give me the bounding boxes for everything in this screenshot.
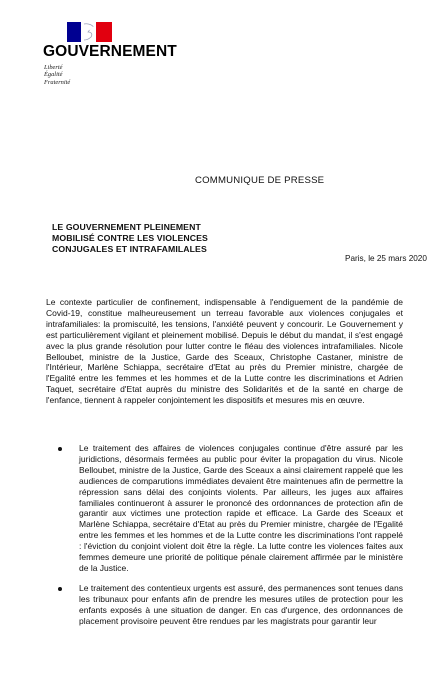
motto-fraternite: Fraternité bbox=[44, 78, 71, 86]
title-line: MOBILISÉ CONTRE LES VIOLENCES bbox=[52, 233, 208, 243]
motto-liberte: Liberté bbox=[44, 64, 63, 71]
title-line: LE GOUVERNEMENT PLEINEMENT bbox=[52, 222, 201, 232]
dateline: Paris, le 25 mars 2020 bbox=[345, 254, 427, 263]
bullet-text: Le traitement des contentieux urgents est assuré, des permanences sont tenues dans les tribunaux pour enfants afin de prendre les mesures utiles de protection pour les enfants exposés à une situation de danger. En cas d'urgence, des ordonnances de placement provisoire peuvent être rendues par les magistrats pour garantir leur bbox=[79, 583, 403, 626]
motto-egalite: Égalité bbox=[44, 71, 63, 79]
marianne-emblem-icon bbox=[67, 18, 112, 42]
bullet-text: Le traitement des affaires de violences conjugales continue d'être assuré par les juridictions, désormais fermées au public pour éviter la propagation du virus. Nicole Belloubet, ministre de la Justice, Garde des Sceaux a ainsi clairement rappelé que les audiences de comparutions immédiates devaient être maintenues afin de permettre la répression sans délai des conjoints violents. Par ailleurs, les juges aux affaires familiales continueront à assurer le prononcé des ordonnances de protection afin de garantir aux victimes une protection rapide et efficace. La Garde des Sceaux et Marlène Schiappa, secrétaire d'Etat au près du Premier ministre, chargée de l'Egalité entre les femmes et les hommes et de la Lutte contre les discriminations l'ont rappelé : l'éviction du conjoint violent doit être la règle. La lutte contre les violences faites aux femmes demeure une priorité de politique pénale clairement affirmée par le ministère de la Justice. bbox=[79, 443, 403, 573]
republic-motto bbox=[44, 64, 70, 86]
bullet-icon bbox=[58, 447, 62, 451]
intro-paragraph: Le contexte particulier de confinement, indispensable à l'endiguement de la pandémie de Covid-19, constitue malheureusement un terreau favorable aux violences conjugales et intrafamiliales: la promiscuité, les tensions, l'anxiété peuvent y concourir. Le Gouvernement y est particulièrement vigilant et pleinement mobilisé. Depuis le début du mandat, il s'est engagé avec la plus grande résolution pour lutter contre le fléau des violences intrafamiliales. Nicole Belloubet, ministre de la Justice, Garde des Sceaux, Christophe Castaner, ministre de l'Intérieur, Marlène Schiappa, secrétaire d'Etat au près du Premier ministre, chargée de l'Egalité entre les femmes et les hommes et de la Lutte contre les discriminations et Adrien Taquet, secrétaire d'Etat auprès du ministre des Solidarités et de la santé en charge de l'enfance, tiennent à rappeler conjointement les dispositifs et mesures mis en œuvre. bbox=[46, 297, 403, 406]
bullet-icon bbox=[58, 587, 62, 591]
document-type-label: COMMUNIQUE DE PRESSE bbox=[195, 175, 325, 186]
press-release-title bbox=[52, 222, 252, 255]
title-line: CONJUGALES ET INTRAFAMILALES bbox=[52, 244, 207, 254]
brand-wordmark: GOUVERNEMENT bbox=[43, 43, 177, 60]
